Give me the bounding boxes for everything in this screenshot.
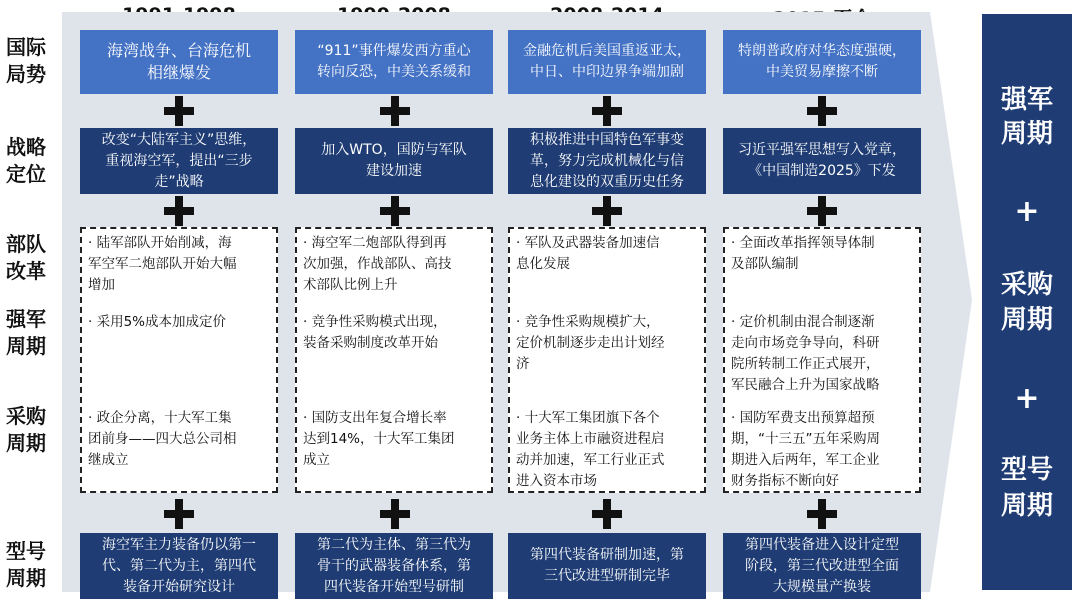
box-line: 特朗普政府对华态度强硬， [738,43,906,59]
plus-icon [164,96,194,126]
summary-line: 周期 [1000,491,1053,521]
box-line: 装备开始研究设计 [123,578,235,595]
item-line: 装备采购制度改革开始 [303,335,438,351]
item-line: · 定价机制由混合制逐渐 [731,314,875,330]
row-label-line: 强军 [6,307,46,331]
box-line: 建设加速 [365,163,422,179]
box-line: 骨干的武器装备体系，第 [317,557,471,574]
item-line: · 军队及武器装备加速信 [516,235,660,251]
item-line: 军空军二炮部队开始大幅 [88,256,237,272]
item-line: 期进入后两年，军工企业 [731,452,880,468]
strategy-box-1991 [80,128,278,194]
item-line: 军民融合上升为国家战略 [731,377,880,393]
military-item-2015 [731,312,917,396]
row-label-line: 定位 [6,162,46,186]
box-line: 大规模量产换装 [773,578,871,595]
box-line: 第二代为主体、第三代为 [317,536,471,553]
row-label-line: 局势 [6,62,46,86]
box-line: 积极推进中国特色军事变 [530,131,684,148]
box-line: 中美贸易摩擦不断 [766,64,878,80]
box-line: 三代改进型研制完毕 [544,568,670,584]
item-line: 定价机制逐步走出计划经 [516,335,665,351]
box-line: 改变“大陆军主义”思维， [101,131,257,148]
item-line: · 海空军二炮部队得到再 [303,235,447,251]
international-box-1991 [80,30,278,94]
box-line: 革，努力完成机械化与信 [530,152,684,169]
plus-icon [380,96,410,126]
troops-item-2008 [516,233,702,275]
international-box-1999 [295,30,493,94]
item-line: 走向市场竞争导向，科研 [731,335,880,351]
row-label-line: 周期 [6,431,46,455]
item-line: 财务指标不断向好 [731,473,839,489]
item-line: · 国防军费支出预算超预 [731,410,875,426]
item-line: 院所转制工作正式展开， [731,356,880,372]
box-line: 金融危机后美国重返亚太， [523,43,691,59]
item-line: · 采用5%成本加成定价 [88,314,226,330]
item-line: · 十大军工集团旗下各个 [516,410,660,426]
troops-item-1999 [303,233,489,296]
plus-icon [807,196,837,226]
item-line: 团前身——四大总公司相 [88,431,237,447]
plus-icon [380,499,410,529]
plus-icon [164,196,194,226]
box-line: 重视海空军，提出“三步 [105,152,253,169]
model-box-2008 [508,533,706,599]
plus-icon [807,96,837,126]
box-line: 走”战略 [154,173,204,190]
item-line: 息化发展 [516,256,570,272]
summary-line: 采购 [1000,270,1053,300]
procurement-item-1999 [303,408,489,471]
box-line: 习近平强军思想写入党章， [738,142,906,158]
box-line: 第四代装备研制加速，第 [530,547,684,563]
row-label-line: 战略 [6,135,46,159]
item-line: 术部队比例上升 [303,277,398,293]
box-line: “911”事件爆发西方重心 [317,43,471,59]
plus-icon [164,499,194,529]
box-line: 海空军主力装备仍以第一 [102,536,256,553]
summary-plus: + [1014,381,1040,416]
item-line: 济 [516,356,530,372]
row-label-line: 周期 [6,334,46,358]
international-box-2008 [508,30,706,94]
strategy-box-2008 [508,128,706,194]
model-box-1991 [80,533,278,599]
item-line: 进入资本市场 [516,473,597,489]
troops-item-2015 [731,233,917,275]
plus-icon [592,196,622,226]
model-box-1999 [295,533,493,599]
item-line: 达到14%，十大军工集团 [303,431,455,447]
box-line: 息化建设的双重历史任务 [530,173,684,190]
item-line: 继成立 [88,452,129,468]
row-label-line: 型号 [6,539,46,563]
item-line: · 政企分离，十大军工集 [88,410,232,426]
box-line: 《中国制造2025》下发 [748,163,896,179]
row-label-line: 改革 [6,259,46,283]
plus-icon [592,96,622,126]
box-line: 四代装备开始型号研制 [324,578,464,595]
summary-line: 型号 [1000,455,1053,485]
plus-icon [807,499,837,529]
item-line: · 陆军部队开始削减，海 [88,235,232,251]
military-item-2008 [516,312,702,375]
item-line: 动并加速，军工行业正式 [516,452,665,468]
box-line: 加入WTO，国防与军队 [321,142,467,158]
item-line: 期，“十三五”五年采购周 [731,431,880,447]
item-line: · 全面改革指挥领导体制 [731,235,875,251]
plus-icon [592,499,622,529]
summary-plus: + [1014,194,1040,229]
item-line: · 竞争性采购规模扩大， [516,314,660,330]
model-box-2015 [723,533,921,599]
plus-icon [380,196,410,226]
row-label-line: 周期 [6,566,46,590]
box-line: 第四代装备进入设计定型 [745,536,899,553]
box-line: 代、第二代为主，第四代 [102,557,256,574]
box-line: 海湾战争、台海危机 [106,41,251,60]
row-label-line: 国际 [6,35,46,59]
item-line: · 国防支出年复合增长率 [303,410,447,426]
procurement-item-2015 [731,408,917,492]
item-line: 次加强，作战部队、高技 [303,256,452,272]
item-line: 成立 [303,452,330,468]
procurement-item-2008 [516,408,702,492]
troops-item-1991 [88,233,274,296]
military-item-1999 [303,312,489,354]
strategy-box-2015 [723,128,921,194]
summary-line: 强军 [1000,85,1053,115]
item-line: 及部队编制 [731,256,799,272]
summary-line: 周期 [1000,119,1053,149]
box-line: 相继爆发 [146,63,211,82]
summary-line: 周期 [1000,305,1053,335]
box-line: 中日、中印边界争端加剧 [530,64,684,80]
box-line: 转向反恐，中美关系缓和 [317,64,471,80]
row-label-line: 部队 [6,232,46,256]
item-line: 增加 [88,277,115,293]
summary-panel [982,14,1072,590]
box-line: 阶段，第三代改进型全面 [745,557,899,574]
procurement-item-1991 [88,408,274,471]
international-box-2015 [723,30,921,94]
military-item-1991 [88,312,274,333]
strategy-box-1999 [295,128,493,194]
item-line: 业务主体上市融资进程启 [516,431,665,447]
item-line: · 竞争性采购模式出现， [303,314,447,330]
row-label-line: 采购 [6,404,46,428]
